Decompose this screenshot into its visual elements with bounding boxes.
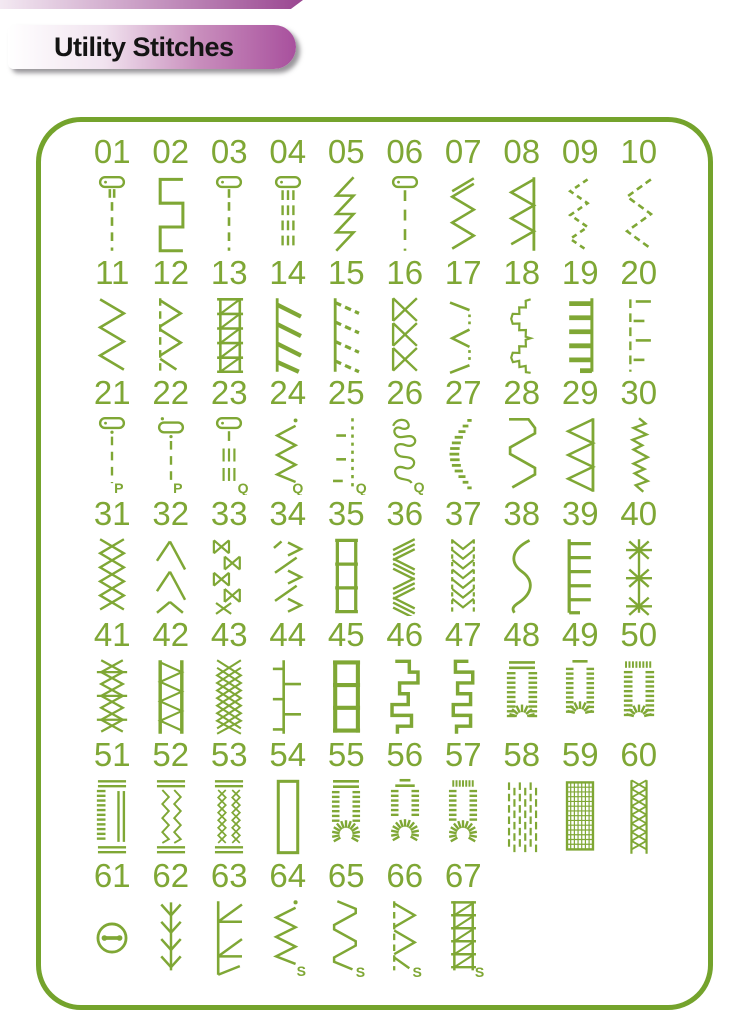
stitch-glyph-braid-column bbox=[441, 536, 485, 616]
stitch-cell bbox=[493, 617, 552, 738]
stitch-glyph-blind-hem-s bbox=[383, 898, 427, 978]
stitch-number: 33 bbox=[210, 495, 248, 533]
stitch-cell bbox=[551, 375, 610, 496]
stitch-glyph-buttonhole-zigzag-sides bbox=[149, 777, 193, 857]
stitch-sub-label: S bbox=[412, 963, 422, 979]
stitch-cell bbox=[493, 496, 552, 617]
stitch-glyph-stippling bbox=[383, 415, 427, 495]
stitch-glyph-straight-lock-left bbox=[383, 174, 427, 254]
stitch-number: 42 bbox=[152, 615, 190, 653]
stitch-number: 13 bbox=[210, 253, 248, 291]
stitch-glyph-dashed-rail-ticks bbox=[617, 295, 661, 375]
stitch-cell bbox=[376, 255, 435, 376]
stitch-glyph-triangle-rail bbox=[558, 415, 602, 495]
stitch-sub-label: Q bbox=[237, 480, 249, 496]
stitch-number: 31 bbox=[93, 495, 131, 533]
stitch-glyph-quilting-zigzag bbox=[266, 415, 310, 495]
stitch-number: 55 bbox=[327, 736, 365, 774]
stitch-cell bbox=[317, 375, 376, 496]
stitch-cell bbox=[434, 496, 493, 617]
stitch-number: 44 bbox=[269, 615, 307, 653]
stitch-cell bbox=[551, 737, 610, 858]
stitch-number: 56 bbox=[386, 736, 424, 774]
stitch-sub-label: Q bbox=[413, 479, 425, 496]
stitch-cell bbox=[142, 737, 201, 858]
stitch-glyph-double-diamond-lattice bbox=[207, 657, 251, 737]
stitch-number: 32 bbox=[152, 495, 190, 533]
stitch-number: 67 bbox=[444, 857, 482, 895]
stitch-glyph-diamond-bar-chain bbox=[90, 657, 134, 737]
stitch-glyph-ladder-diagonals-s bbox=[441, 898, 485, 978]
stitch-number: 17 bbox=[444, 253, 482, 291]
stitch-number: 45 bbox=[327, 615, 365, 653]
stitch-sub-label: Q bbox=[292, 480, 304, 496]
stitch-cell bbox=[376, 375, 435, 496]
stitch-grid bbox=[41, 122, 708, 979]
stitch-cell bbox=[434, 858, 493, 979]
stitch-glyph-zigzag-double-top bbox=[441, 174, 485, 254]
stitch-glyph-quilting-straight-b bbox=[149, 415, 193, 495]
stitch-number: 14 bbox=[269, 253, 307, 291]
stitch-glyph-fern-stitch bbox=[149, 898, 193, 978]
stitch-glyph-buttonhole-hash-rails bbox=[90, 777, 134, 857]
stitch-number: 37 bbox=[444, 495, 482, 533]
stitch-number: 57 bbox=[444, 736, 482, 774]
stitch-cell bbox=[376, 617, 435, 738]
stitch-glyph-diamond-chain bbox=[90, 536, 134, 616]
stitch-cell bbox=[493, 134, 552, 255]
stitch-sub-label: P bbox=[172, 480, 183, 496]
stitch-cell bbox=[83, 134, 142, 255]
stitch-glyph-bartack-lattice bbox=[617, 777, 661, 857]
stitch-cell bbox=[493, 375, 552, 496]
stitch-cell bbox=[434, 375, 493, 496]
stitch-glyph-button-sewing bbox=[90, 898, 134, 978]
stitch-sub-label: Q bbox=[355, 480, 367, 496]
stitch-sub-label: P bbox=[114, 480, 124, 496]
stitch-cell bbox=[551, 496, 610, 617]
stitch-glyph-serpentine bbox=[500, 536, 544, 616]
stitch-glyph-smocking-zigzag bbox=[500, 295, 544, 375]
stitch-number: 24 bbox=[269, 374, 307, 412]
stitch-number: 52 bbox=[152, 736, 190, 774]
stitch-glyph-hand-look-quilting bbox=[324, 415, 368, 495]
stitch-glyph-dot-dash-zigzag bbox=[441, 295, 485, 375]
stitch-glyph-darning-dashes bbox=[500, 777, 544, 857]
stitch-cell bbox=[142, 134, 201, 255]
stitch-number: 35 bbox=[327, 495, 365, 533]
stitch-glyph-staircase-b bbox=[441, 657, 485, 737]
stitch-cell bbox=[317, 737, 376, 858]
stitch-cell bbox=[259, 737, 318, 858]
stitch-cell bbox=[317, 496, 376, 617]
stitch-glyph-herringbone-triple bbox=[383, 536, 427, 616]
stitch-cell bbox=[142, 858, 201, 979]
stitch-cell bbox=[610, 496, 669, 617]
section-banner bbox=[8, 25, 296, 69]
stitch-glyph-overcast-thick-diagonals bbox=[266, 295, 310, 375]
stitch-glyph-overcast-dashed-diagonals bbox=[324, 295, 368, 375]
stitch-cell bbox=[610, 134, 669, 255]
stitch-cell bbox=[200, 255, 259, 376]
stitch-cell bbox=[83, 858, 142, 979]
stitch-number: 19 bbox=[561, 253, 599, 291]
stitch-glyph-keyhole-buttonhole-b bbox=[383, 777, 427, 857]
stitch-glyph-zigzag-wide bbox=[90, 295, 134, 375]
stitch-cell bbox=[434, 255, 493, 376]
stitch-cell bbox=[610, 255, 669, 376]
stitch-cell bbox=[200, 858, 259, 979]
stitch-number: 63 bbox=[210, 857, 248, 895]
stitch-glyph-angular-wave bbox=[500, 415, 544, 495]
stitch-number: 21 bbox=[93, 374, 131, 412]
stitch-number: 62 bbox=[152, 857, 190, 895]
stitch-cell bbox=[83, 617, 142, 738]
stitch-glyph-feather-arrow bbox=[149, 536, 193, 616]
stitch-number: 29 bbox=[561, 374, 599, 412]
stitch-cell bbox=[317, 255, 376, 376]
stitch-number: 38 bbox=[503, 495, 541, 533]
stitch-cell bbox=[200, 737, 259, 858]
stitch-number: 16 bbox=[386, 253, 424, 291]
stitch-number: 40 bbox=[620, 495, 658, 533]
stitch-number: 39 bbox=[561, 495, 599, 533]
stitch-glyph-buttonhole-comb-top bbox=[617, 657, 661, 737]
stitch-number: 60 bbox=[620, 736, 658, 774]
stitch-glyph-jagged-mending bbox=[617, 415, 661, 495]
stitch-number: 43 bbox=[210, 615, 248, 653]
stitch-glyph-straight-single bbox=[207, 174, 251, 254]
stitch-cell bbox=[259, 134, 318, 255]
stitch-glyph-square-wave-basting bbox=[149, 174, 193, 254]
stitch-number: 50 bbox=[620, 615, 658, 653]
stitch-cell bbox=[259, 617, 318, 738]
stitch-cell bbox=[83, 255, 142, 376]
stitch-cell bbox=[200, 496, 259, 617]
stitch-cell bbox=[200, 375, 259, 496]
stitch-cell bbox=[434, 737, 493, 858]
stitch-glyph-bowtie-cross-stack bbox=[383, 295, 427, 375]
stitch-cell bbox=[259, 858, 318, 979]
stitch-glyph-rail-zigzag-truss bbox=[149, 657, 193, 737]
stitch-cell bbox=[317, 858, 376, 979]
stitch-cell bbox=[376, 737, 435, 858]
stitch-number: 47 bbox=[444, 615, 482, 653]
stitch-cell bbox=[434, 617, 493, 738]
stitch-number: 05 bbox=[327, 133, 365, 170]
stitch-number: 10 bbox=[620, 133, 658, 170]
stitch-cell bbox=[83, 737, 142, 858]
stitch-number: 27 bbox=[444, 374, 482, 412]
stitch-glyph-blind-hem bbox=[149, 295, 193, 375]
stitch-cell bbox=[142, 617, 201, 738]
stitch-glyph-tricot-wide bbox=[617, 174, 661, 254]
stitch-glyph-buttonhole-round-top bbox=[558, 657, 602, 737]
stitch-glyph-satin-crescent bbox=[441, 415, 485, 495]
stitch-number: 06 bbox=[386, 133, 424, 170]
stitch-cell bbox=[610, 617, 669, 738]
stitch-glyph-staircase-a bbox=[383, 657, 427, 737]
stitch-number: 53 bbox=[210, 736, 248, 774]
stitch-sub-label: S bbox=[355, 963, 366, 979]
stitch-number: 01 bbox=[93, 133, 131, 170]
stitch-number: 59 bbox=[561, 736, 599, 774]
stitch-number: 04 bbox=[269, 133, 307, 170]
stitch-glyph-keyhole-buttonhole-a bbox=[324, 777, 368, 857]
stitch-number: 64 bbox=[269, 857, 307, 895]
stitch-number: 48 bbox=[503, 615, 541, 653]
stitch-glyph-chevron-dash bbox=[266, 536, 310, 616]
stitch-number: 25 bbox=[327, 374, 365, 412]
stitch-cell bbox=[610, 737, 669, 858]
header-accent-strip bbox=[0, 0, 303, 9]
stitch-number: 23 bbox=[210, 374, 248, 412]
stitch-glyph-keyhole-buttonhole-c bbox=[441, 777, 485, 857]
stitch-cell bbox=[376, 134, 435, 255]
stitch-cell bbox=[551, 617, 610, 738]
stitch-cell bbox=[200, 617, 259, 738]
stitch-glyph-lightning-stretch bbox=[324, 174, 368, 254]
stitch-number: 41 bbox=[93, 615, 131, 653]
stitch-number: 54 bbox=[269, 736, 307, 774]
stitch-number: 30 bbox=[620, 374, 658, 412]
stitch-cell bbox=[142, 375, 201, 496]
stitch-sub-label: S bbox=[296, 962, 306, 979]
stitch-glyph-fly-stitch bbox=[207, 898, 251, 978]
stitch-cell bbox=[493, 737, 552, 858]
stitch-number: 11 bbox=[95, 253, 130, 291]
stitch-glyph-ladder bbox=[324, 536, 368, 616]
stitch-glyph-zigzag-dot bbox=[266, 898, 310, 978]
stitch-number: 28 bbox=[503, 374, 541, 412]
stitch-number: 65 bbox=[327, 857, 365, 895]
stitch-number: 15 bbox=[327, 253, 365, 291]
stitch-cell bbox=[434, 134, 493, 255]
stitch-cell bbox=[317, 134, 376, 255]
stitch-number: 46 bbox=[386, 615, 424, 653]
stitch-cell bbox=[259, 496, 318, 617]
stitch-cell bbox=[142, 255, 201, 376]
stitch-number: 20 bbox=[620, 253, 658, 291]
stitch-number: 08 bbox=[503, 133, 541, 170]
stitch-number: 51 bbox=[93, 736, 131, 774]
stitch-cell bbox=[551, 134, 610, 255]
stitch-glyph-darning-grid bbox=[558, 777, 602, 857]
stitch-glyph-quilting-straight-a bbox=[90, 415, 134, 495]
stitch-cell bbox=[551, 255, 610, 376]
stitch-cell bbox=[317, 617, 376, 738]
stitch-cell bbox=[493, 255, 552, 376]
stitch-glyph-angular-wave-s bbox=[324, 898, 368, 978]
stitch-glyph-star-chain bbox=[617, 536, 661, 616]
stitch-number: 18 bbox=[503, 253, 541, 291]
stitch-glyph-bartack-right-rail bbox=[558, 295, 602, 375]
stitch-number: 07 bbox=[444, 133, 482, 170]
stitch-glyph-ladder-diagonals bbox=[207, 295, 251, 375]
stitch-glyph-triple-straight-stretch bbox=[266, 174, 310, 254]
stitch-cell bbox=[200, 134, 259, 255]
stitch-cell bbox=[83, 375, 142, 496]
stitch-number: 66 bbox=[386, 857, 424, 895]
stitch-number: 61 bbox=[93, 857, 131, 895]
page-title: Utility Stitches bbox=[54, 31, 234, 62]
stitch-cell bbox=[259, 375, 318, 496]
stitch-glyph-zigzag-right-rail bbox=[500, 174, 544, 254]
stitch-number: 02 bbox=[152, 133, 190, 170]
stitch-cell bbox=[83, 496, 142, 617]
stitch-glyph-buttonhole-diamond-sides bbox=[207, 777, 251, 857]
stitch-number: 58 bbox=[503, 736, 541, 774]
stitch-glyph-buttonhole-square bbox=[500, 657, 544, 737]
stitch-sub-label: S bbox=[475, 963, 485, 979]
stitch-number: 26 bbox=[386, 374, 424, 412]
stitch-glyph-tricot-narrow bbox=[558, 174, 602, 254]
stitch-number: 49 bbox=[561, 615, 599, 653]
stitch-cell bbox=[610, 375, 669, 496]
stitch-number: 12 bbox=[152, 253, 190, 291]
stitch-glyph-alternating-ticks-stem bbox=[266, 657, 310, 737]
stitch-number: 34 bbox=[269, 495, 307, 533]
stitch-number: 36 bbox=[386, 495, 424, 533]
stitch-cell bbox=[376, 858, 435, 979]
stitch-glyph-thick-ladder bbox=[324, 657, 368, 737]
stitch-cell bbox=[142, 496, 201, 617]
stitch-glyph-bartack-left-rail bbox=[558, 536, 602, 616]
stitch-panel bbox=[36, 117, 713, 1010]
stitch-cell bbox=[376, 496, 435, 617]
stitch-glyph-quilting-triple bbox=[207, 415, 251, 495]
stitch-number: 09 bbox=[561, 133, 599, 170]
stitch-glyph-small-bowtie-chain bbox=[207, 536, 251, 616]
stitch-glyph-bound-buttonhole-outline bbox=[266, 777, 310, 857]
stitch-cell bbox=[259, 255, 318, 376]
stitch-number: 03 bbox=[210, 133, 248, 170]
stitch-glyph-straight-auto-lock bbox=[90, 174, 134, 254]
stitch-number: 22 bbox=[152, 374, 190, 412]
